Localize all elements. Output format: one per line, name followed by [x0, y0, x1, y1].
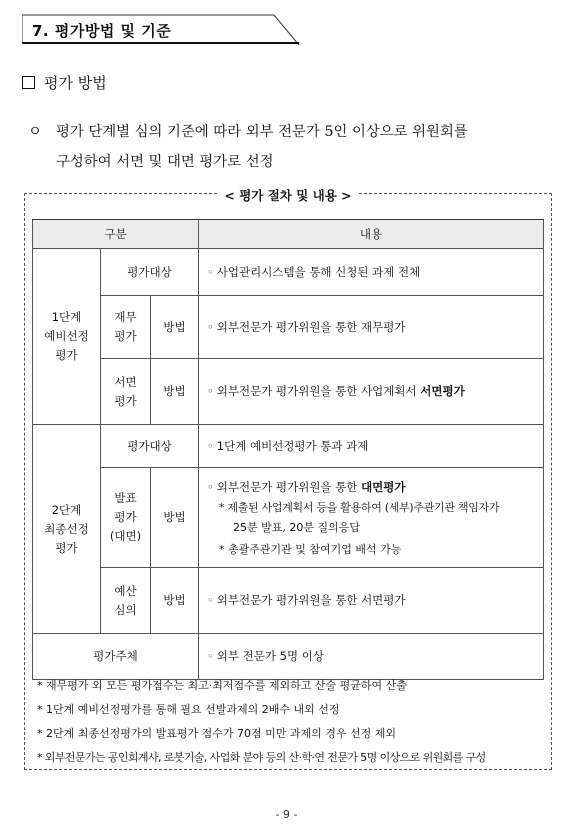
stage2-pres-method: 방법: [151, 468, 199, 568]
table-row: [33, 634, 544, 680]
square-bullet-icon: [22, 76, 35, 89]
notes-list: [37, 674, 547, 770]
stage2-label: 2단계 최종선정 평가: [33, 425, 101, 634]
table-row: [33, 468, 544, 568]
pres-note-1: * 제출된 사업계획서 등을 활용하여 (세부)주관기관 책임자가: [219, 500, 500, 514]
stage1-fin-label: 재무 평가: [101, 296, 151, 359]
table-row: [33, 425, 544, 468]
stage1-target-label: 평가대상: [101, 249, 199, 296]
stage1-doc-cell: ◦ 외부전문가 평가위원을 통한 사업계획서 서면평가: [199, 359, 544, 425]
pres-note-1-cont: 25분 발표, 20분 질의응답: [233, 520, 360, 534]
stage2-target-cell: ◦ 1단계 예비선정평가 통과 과제: [199, 425, 544, 468]
section-title: 7. 평가방법 및 기준: [32, 22, 172, 40]
note-item: * 외부전문가는 공인회계사, 로봇기술, 사업화 분야 등의 산·학·연 전문가 5명 이상으로 위원회를 구성: [37, 751, 486, 764]
page-number: - 9 -: [275, 808, 298, 821]
doc-eval-bold: 서면평가: [420, 384, 465, 398]
header-category: 구분: [33, 220, 199, 249]
pres-eval-bold: 대면평가: [361, 479, 406, 494]
bullet-line-2: 구성하여 서면 및 대면 평가로 선정: [56, 154, 274, 170]
evaluator-label: 평가주체: [33, 634, 199, 680]
pres-note-2: * 총괄주관기관 및 참여기업 배석 가능: [219, 542, 402, 556]
table-header-row: [33, 220, 544, 249]
header-content: 내용: [199, 220, 544, 249]
table-row: [33, 296, 544, 359]
procedure-table: [32, 219, 544, 680]
procedure-box: [24, 188, 552, 770]
bullet-line-1: 평가 단계별 심의 기준에 따라 외부 전문가 5인 이상으로 위원회를: [56, 124, 468, 140]
stage1-target-cell: ◦ 사업관리시스템을 통해 신청된 과제 전체: [199, 249, 544, 296]
bullet-paragraph: [28, 117, 558, 177]
evaluator-cell: ◦ 외부 전문가 5명 이상: [199, 634, 544, 680]
stage2-budget-method: 방법: [151, 568, 199, 634]
section-header: [22, 14, 300, 46]
stage1-label: 1단계 예비선정 평가: [33, 249, 101, 425]
stage1-doc-method: 방법: [151, 359, 199, 425]
stage1-doc-label: 서면 평가: [101, 359, 151, 425]
table-row: [33, 359, 544, 425]
stage2-target-label: 평가대상: [101, 425, 199, 468]
circle-bullet-icon: ㅇ: [28, 124, 42, 140]
note-item: * 1단계 예비선정평가를 통해 필요 선발과제의 2배수 내외 선정: [37, 703, 340, 716]
stage2-budget-label: 예산 심의: [101, 568, 151, 634]
stage2-pres-cell: ◦ 외부전문가 평가위원을 통한 대면평가 * 제출된 사업계획서 등을 활용하여 (세부)주관기관 책임자가 25분 발표, 20분 질의응답 * 총괄주관기관 및 참여기업 배석 가능: [199, 468, 544, 568]
stage1-fin-method: 방법: [151, 296, 199, 359]
note-item: * 재무평가 외 모든 평가점수는 최고·최저점수를 제외하고 산술 평균하여 산출: [37, 679, 407, 692]
sub-heading-text: 평가 방법: [44, 74, 107, 92]
table-row: [33, 249, 544, 296]
sub-heading: [22, 72, 107, 93]
note-item: * 2단계 최종선정평가의 발표평가 점수가 70점 미만 과제의 경우 선정 제외: [37, 727, 396, 740]
stage2-pres-label: 발표 평가 (대면): [101, 468, 151, 568]
stage1-fin-cell: ◦ 외부전문가 평가위원을 통한 재무평가: [199, 296, 544, 359]
stage2-budget-cell: ◦ 외부전문가 평가위원을 통한 서면평가: [199, 568, 544, 634]
table-row: [33, 568, 544, 634]
procedure-box-title: < 평가 절차 및 내용 >: [25, 185, 551, 204]
